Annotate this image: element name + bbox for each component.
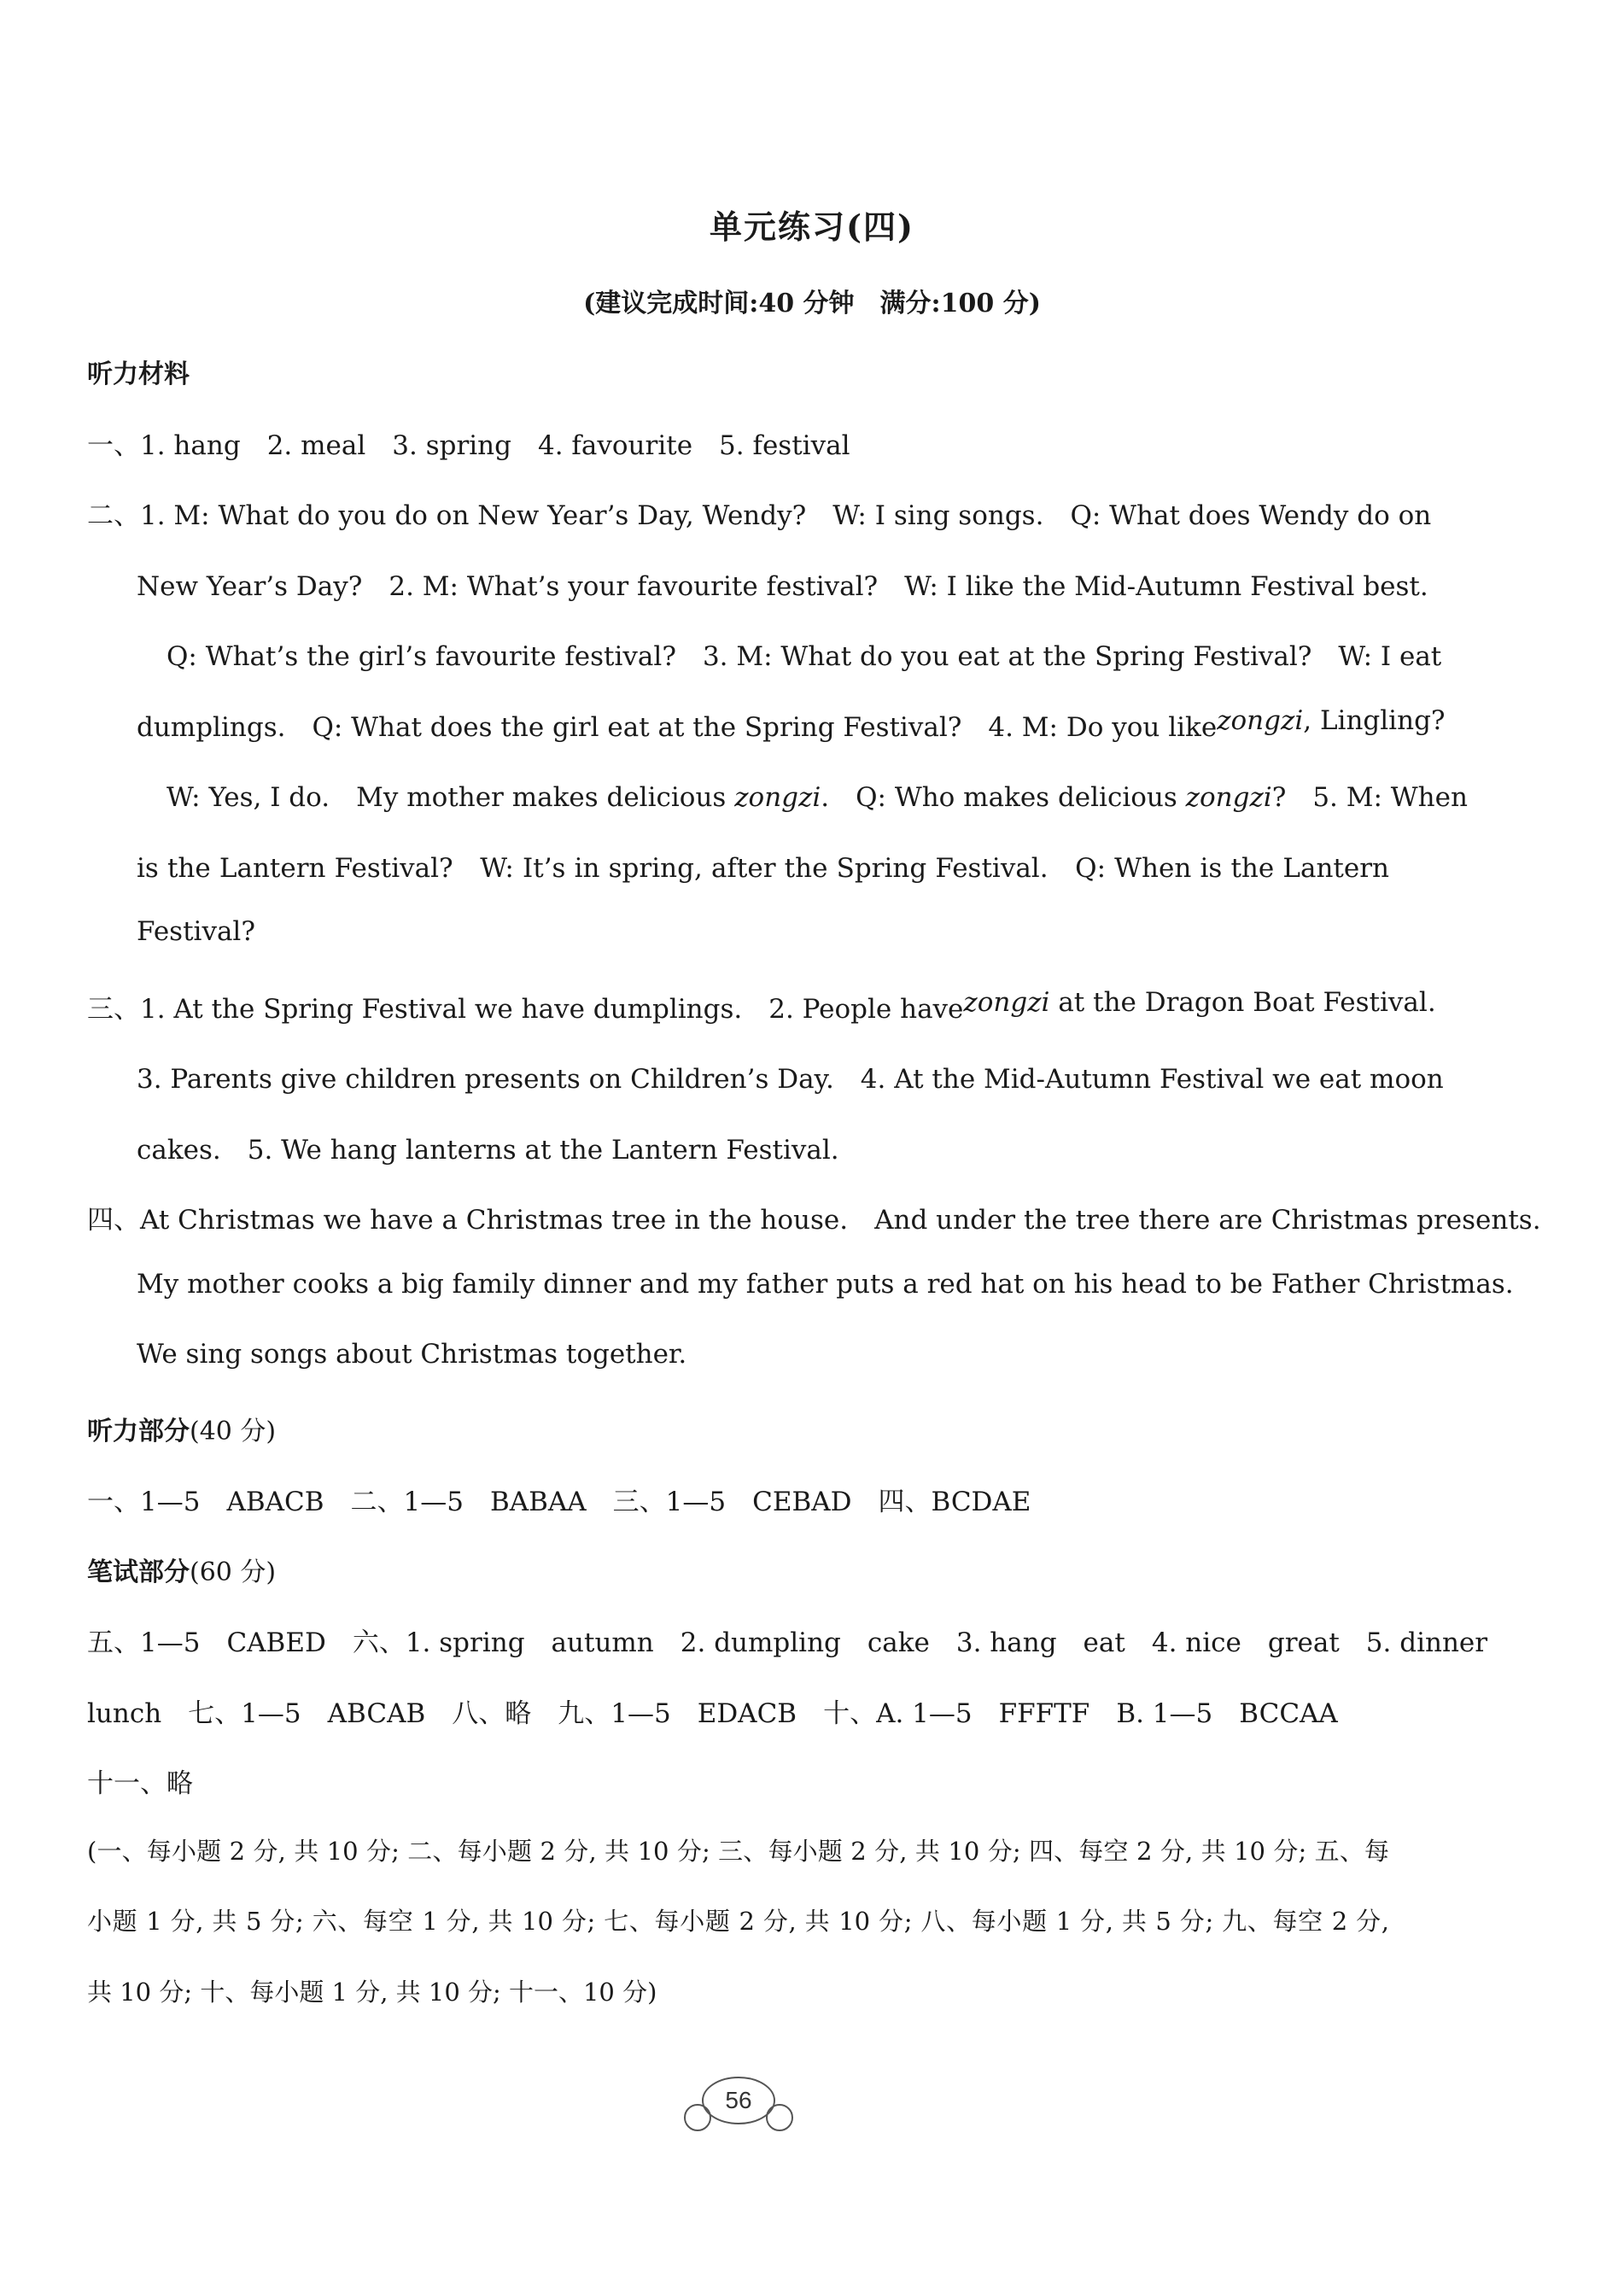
written-answers-line-1: 五、1—5 CABED 六、1. spring autumn 2. dumpling cake 3. hang eat 4. nice great 5. dinner <box>87 1627 1488 1658</box>
zongzi-term: zongzi <box>1185 782 1272 813</box>
heading-text: 听力部分 <box>87 1417 190 1446</box>
line-text: W: Yes, I do. My mother makes delicious <box>166 782 727 813</box>
listening-section-1: 一、1. hang 2. meal 3. spring 4. favourite 5. festival <box>87 430 850 461</box>
line-text-tail <box>963 987 1435 1025</box>
scoring-line-3: 共 10 分; 十、每小题 1 分, 共 10 分; 十一、10 分) <box>87 1978 657 2007</box>
zongzi-term: zongzi <box>963 987 1050 1018</box>
listening-part-heading <box>87 1410 276 1447</box>
line-text: at the Dragon Boat Festival. <box>1058 987 1436 1018</box>
listening-section-2-line-7: Festival? <box>137 916 255 947</box>
listening-section-2-line-4 <box>137 705 1446 744</box>
line-text: , Lingling? <box>1303 705 1446 736</box>
written-part-heading <box>87 1551 276 1588</box>
listening-section-4-line-3: We sing songs about Christmas together. <box>137 1339 687 1370</box>
listening-section-2-line-1: 二、1. M: What do you do on New Year’s Day, Wendy? W: I sing songs. Q: What does Wendy do on <box>87 500 1432 531</box>
listening-section-4-line-1: 四、At Christmas we have a Christmas tree in the house. And under the tree there are Christmas presents. <box>87 1205 1541 1236</box>
listening-section-2-line-6: is the Lantern Festival? W: It’s in spring, after the Spring Festival. Q: When is the Lantern <box>137 853 1389 884</box>
line-text: . Q: Who makes delicious <box>821 782 1177 813</box>
scoring-line-1: (一、每小题 2 分, 共 10 分; 二、每小题 2 分, 共 10 分; 三、每小题 2 分, 共 10 分; 四、每空 2 分, 共 10 分; 五、每 <box>87 1837 1389 1866</box>
listening-section-3-line-1 <box>87 987 1436 1025</box>
line-text-a <box>166 775 1272 814</box>
listening-section-3-line-3: cakes. 5. We hang lanterns at the Lantern Festival. <box>137 1135 839 1166</box>
listening-material-heading: 听力材料 <box>87 359 190 389</box>
line-text: ? 5. M: When <box>1271 782 1468 813</box>
written-answers-line-2: lunch 七、1—5 ABCAB 八、略 九、1—5 EDACB 十、A. 1—5 FFFTF B. 1—5 BCCAA <box>87 1698 1338 1729</box>
line-text: 三、1. At the Spring Festival we have dumplings. 2. People have <box>87 994 964 1025</box>
written-answers-line-3: 十一、略 <box>87 1768 193 1799</box>
page-subtitle: (建议完成时间:40 分钟 满分:100 分) <box>583 289 1041 318</box>
heading-text: 笔试部分 <box>87 1557 190 1587</box>
zongzi-term: zongzi <box>1217 705 1304 736</box>
heading-points: (40 分) <box>190 1417 277 1446</box>
scoring-line-2: 小题 1 分, 共 5 分; 六、每空 1 分, 共 10 分; 七、每小题 2 分, 共 10 分; 八、每小题 1 分, 共 5 分; 九、每空 2 分, <box>87 1907 1389 1936</box>
listening-section-4-line-2: My mother cooks a big family dinner and my father puts a red hat on his head to be Father Christmas. <box>137 1269 1514 1300</box>
page-number-badge <box>679 2073 798 2137</box>
heading-points: (60 分) <box>190 1557 277 1587</box>
listening-section-3-line-2: 3. Parents give children presents on Children’s Day. 4. At the Mid-Autumn Festival we eat moon <box>137 1064 1444 1095</box>
listening-section-2-line-3: Q: What’s the girl’s favourite festival? 3. M: What do you eat at the Spring Festival? W: I eat <box>166 641 1442 672</box>
page-number: 56 <box>725 2087 752 2113</box>
line-text-tail <box>1217 705 1445 744</box>
listening-part-answers: 一、1—5 ABACB 二、1—5 BABAA 三、1—5 CEBAD 四、BCDAE <box>87 1487 1031 1517</box>
listening-section-2-line-5 <box>166 775 1468 814</box>
page-title: 单元练习(四) <box>710 207 914 246</box>
listening-section-2-line-2: New Year’s Day? 2. M: What’s your favourite festival? W: I like the Mid-Autumn Festival best. <box>137 571 1428 602</box>
zongzi-term: zongzi <box>734 782 821 813</box>
line-text: dumplings. Q: What does the girl eat at the Spring Festival? 4. M: Do you like <box>137 712 1218 743</box>
